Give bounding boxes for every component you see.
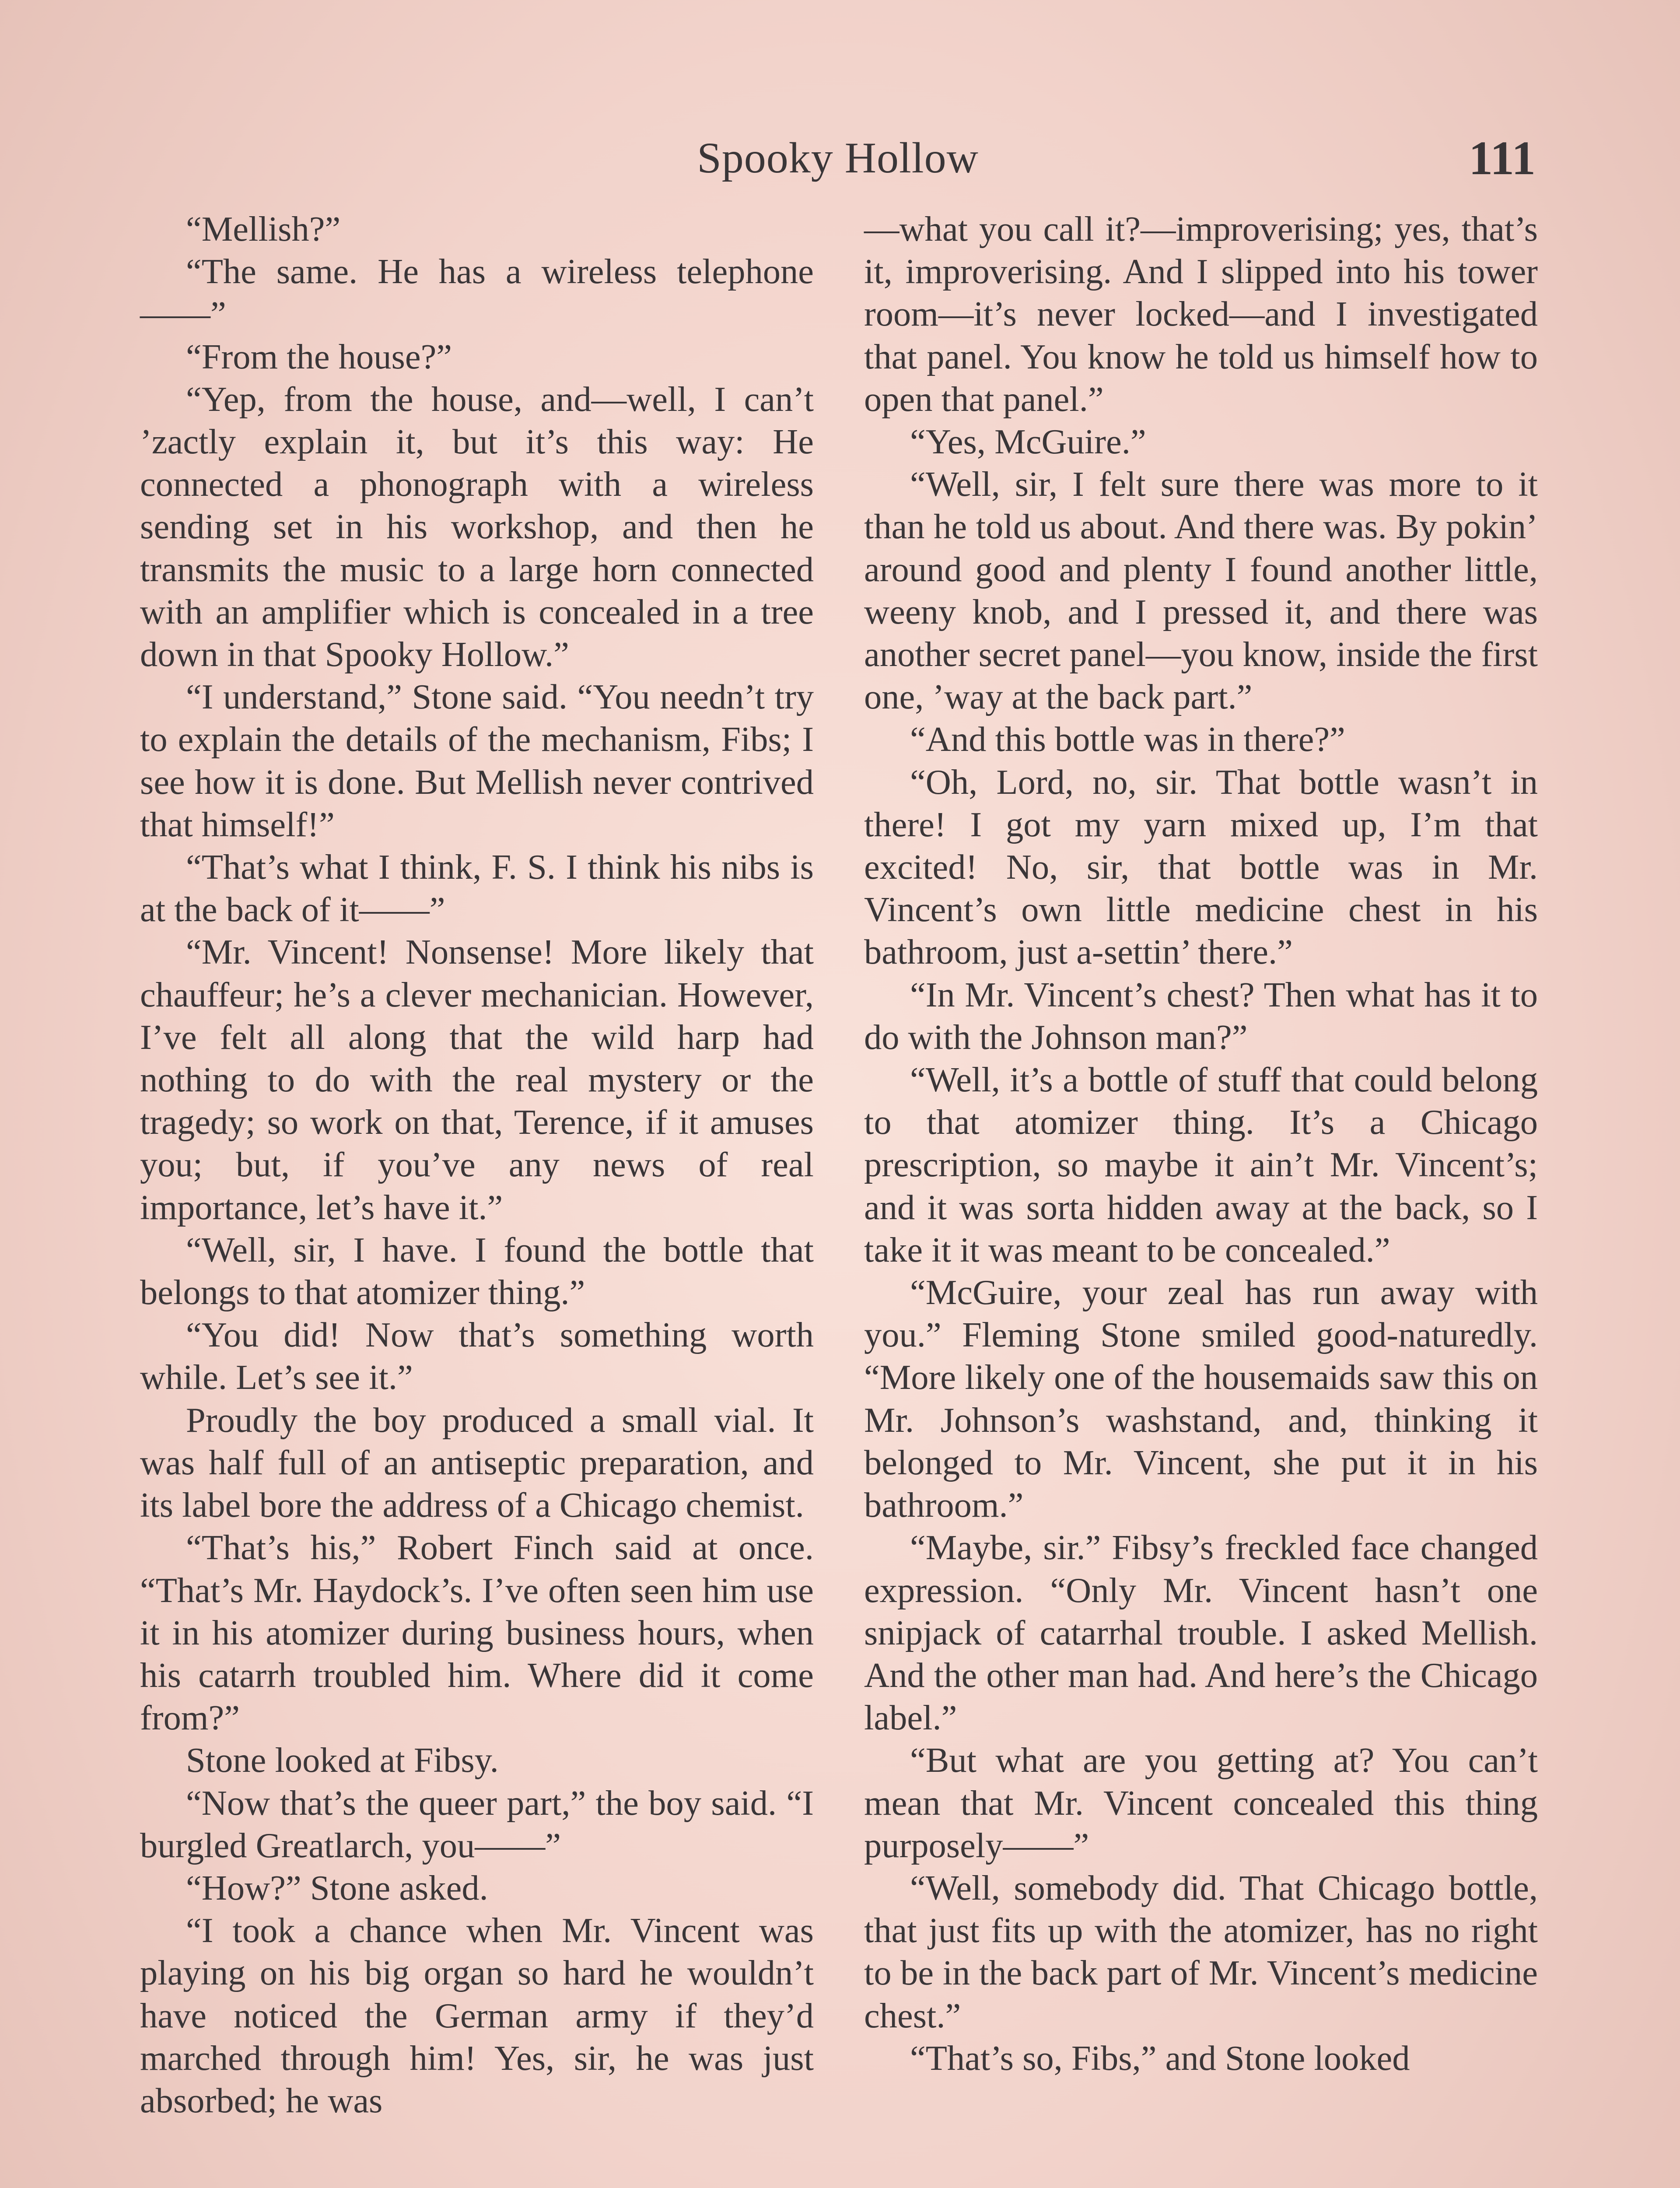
paragraph: “McGuire, your zeal has run away with you.” Fleming Stone smiled good-naturedly. “More likely one of the housemaids saw this on Mr. Johnson’s washstand, and, thinking it belonged to Mr. Vincent, she put it in his bathroom.” [864, 1273, 1538, 1525]
paragraph: “Oh, Lord, no, sir. That bottle wasn’t in there! I got my yarn mixed up, I’m that excited! No, sir, that bottle was in Mr. Vincent’s own little medicine chest in his bathroom, just a-settin’ there.” [864, 762, 1538, 972]
paragraph: Stone looked at Fibsy. [186, 1741, 499, 1780]
running-title: Spooky Hollow [697, 133, 979, 182]
paragraph: “Mr. Vincent! Nonsense! More likely that chauffeur; he’s a clever mechanician. However, I’ve felt all along that the wild harp had nothing to do with the real mystery or the tragedy; so work on that, Terence, if it amuses you; but, if you’ve any news of real importance, let’s have it.” [140, 933, 814, 1227]
page-number: 111 [1469, 131, 1536, 185]
paragraph: “Well, sir, I have. I found the bottle that belongs to that atomizer thing.” [140, 1230, 814, 1312]
paragraph: “I took a chance when Mr. Vincent was playing on his big organ so hard he wouldn’t have noticed the German army if they’d marched through him! Yes, sir, he was just absorbed; he was [140, 1911, 814, 2120]
paragraph: “And this bottle was in there?” [910, 720, 1345, 759]
paragraph: “I understand,” Stone said. “You needn’t try to explain the details of the mechanism, Fibs; I see how it is done. But Mellish never contrived that himself!” [140, 677, 814, 844]
paragraph: “Maybe, sir.” Fibsy’s freckled face changed expression. “Only Mr. Vincent hasn’t one snipjack of catarrhal trouble. I asked Mellish. And the other man had. And here’s the Chicago label.” [864, 1528, 1538, 1738]
paragraph: “The same. He has a wireless telephone——” [140, 252, 814, 334]
paragraph: “From the house?” [186, 337, 452, 376]
paragraph: “Yep, from the house, and—well, I can’t ’zactly explain it, but it’s this way: He connected a phonograph with a wireless sending set in his workshop, and then he transmits the music to a large horn connected with an amplifier which is concealed in a tree down in that Spooky Hollow.” [140, 379, 814, 674]
paragraph: “Well, sir, I felt sure there was more to it than he told us about. And there was. By pokin’ around good and plenty I found another little, weeny knob, and I pressed it, and there was another secret panel—you know, inside the first one, ’way at the back part.” [864, 465, 1538, 717]
paragraph: “Now that’s the queer part,” the boy said. “I burgled Greatlarch, you——” [140, 1783, 814, 1865]
paragraph: “That’s what I think, F. S. I think his nibs is at the back of it——” [140, 848, 814, 929]
paragraph: “Mellish?” [186, 210, 341, 249]
paragraph: “But what are you getting at? You can’t mean that Mr. Vincent concealed this thing purposely——” [864, 1741, 1538, 1865]
paragraph: “In Mr. Vincent’s chest? Then what has it to do with the Johnson man?” [864, 975, 1538, 1057]
paragraph-continuation: —what you call it?—improverising; yes, that’s it, improverising. And I slipped into his tower room—it’s never locked—and I investigated that panel. You know he told us himself how to open that panel.” [864, 210, 1538, 419]
paragraph: “Well, it’s a bottle of stuff that could belong to that atomizer thing. It’s a Chicago prescription, so maybe it ain’t Mr. Vincent’s; and it was sorta hidden away at the back, so I take it it was meant to be concealed.” [864, 1060, 1538, 1269]
paragraph: “That’s so, Fibs,” and Stone looked [910, 2038, 1410, 2078]
paragraph: “How?” Stone asked. [186, 1868, 488, 1907]
right-column [864, 208, 1538, 2079]
left-column [140, 208, 814, 2122]
paragraph: “Well, somebody did. That Chicago bottle, that just fits up with the atomizer, has no right to be in the back part of Mr. Vincent’s medicine chest.” [864, 1868, 1538, 2035]
paragraph: “That’s his,” Robert Finch said at once. “That’s Mr. Haydock’s. I’ve often seen him use it in his atomizer during business hours, when his catarrh troubled him. Where did it come from?” [140, 1528, 814, 1738]
paragraph: Proudly the boy produced a small vial. It was half full of an antiseptic preparation, and its label bore the address of a Chicago chemist. [140, 1400, 814, 1525]
paragraph: “You did! Now that’s something worth while. Let’s see it.” [140, 1315, 814, 1397]
page-header [140, 130, 1536, 186]
paragraph: “Yes, McGuire.” [910, 422, 1146, 462]
